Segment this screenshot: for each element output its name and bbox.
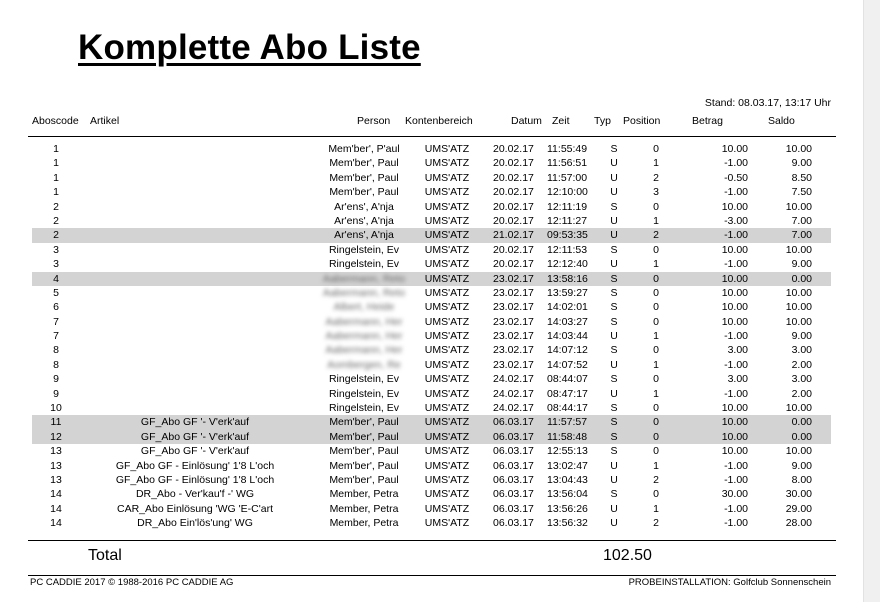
cell-person: Ringelstein, Ev — [328, 258, 400, 271]
cell-betrag: 30.00 — [721, 488, 748, 501]
cell-typ: U — [610, 186, 618, 199]
cell-datum: 20.02.17 — [493, 243, 534, 256]
table-row — [0, 315, 863, 329]
cell-aboscode: 1 — [53, 157, 59, 170]
cell-betrag: -1.00 — [724, 330, 748, 343]
cell-datum: 20.02.17 — [493, 143, 534, 155]
cell-typ: S — [610, 402, 618, 415]
cell-person: Aabermann, Her — [325, 344, 403, 357]
cell-artikel: GF_Abo GF '- V'erk'auf — [140, 445, 250, 458]
cell-artikel: DR_Abo Ein'lös'ung' WG — [137, 517, 253, 530]
cell-zeit: 11:56:51 — [547, 157, 588, 170]
col-header-datum: Datum — [511, 115, 542, 127]
table-row — [0, 214, 863, 228]
cell-aboscode: 8 — [53, 358, 59, 371]
cell-typ: U — [610, 459, 618, 472]
cell-kontenbereich: UMS'ATZ — [424, 402, 470, 415]
cell-kontenbereich: UMS'ATZ — [424, 258, 470, 271]
cell-saldo: 0.00 — [791, 430, 812, 443]
cell-aboscode: 13 — [50, 473, 62, 486]
cell-kontenbereich: UMS'ATZ — [424, 301, 470, 314]
cell-zeit: 12:10:00 — [547, 186, 588, 199]
cell-saldo: 2.00 — [791, 358, 812, 371]
cell-person: Mem'ber', Paul — [329, 186, 399, 199]
cell-position: 1 — [653, 459, 659, 472]
col-header-person: Person — [357, 115, 391, 127]
cell-position: 0 — [653, 301, 659, 314]
cell-datum: 20.02.17 — [493, 200, 534, 213]
cell-datum: 23.02.17 — [493, 272, 534, 285]
cell-zeit: 14:02:01 — [547, 301, 588, 314]
cell-person: Aombergen, Re — [327, 358, 401, 371]
cell-typ: S — [610, 344, 618, 357]
cell-kontenbereich: UMS'ATZ — [424, 430, 470, 443]
cell-datum: 23.02.17 — [493, 315, 534, 328]
footer-divider — [28, 575, 836, 576]
cell-typ: U — [610, 171, 618, 184]
cell-position: 0 — [653, 315, 659, 328]
cell-person: Mem'ber', Paul — [329, 473, 399, 486]
cell-kontenbereich: UMS'ATZ — [424, 517, 470, 530]
table-row — [0, 473, 863, 487]
cell-zeit: 12:11:27 — [547, 214, 588, 227]
cell-position: 0 — [653, 200, 659, 213]
cell-position: 0 — [653, 488, 659, 501]
cell-typ: U — [610, 330, 618, 343]
cell-kontenbereich: UMS'ATZ — [424, 358, 470, 371]
cell-typ: S — [610, 373, 618, 386]
cell-position: 2 — [653, 517, 659, 530]
cell-artikel: GF_Abo GF - Einlösung' 1'8 L'och — [115, 473, 275, 486]
table-row — [0, 343, 863, 357]
cell-kontenbereich: UMS'ATZ — [424, 502, 470, 515]
table-row — [0, 286, 863, 300]
cell-aboscode: 14 — [50, 488, 62, 501]
col-header-zeit: Zeit — [552, 115, 570, 127]
cell-aboscode: 2 — [53, 229, 59, 242]
cell-aboscode: 7 — [53, 330, 59, 343]
table-row — [0, 372, 863, 386]
cell-zeit: 13:56:26 — [547, 502, 588, 515]
cell-typ: U — [610, 473, 618, 486]
cell-betrag: 10.00 — [721, 315, 748, 328]
cell-typ: S — [610, 301, 618, 314]
cell-datum: 20.02.17 — [493, 258, 534, 271]
cell-kontenbereich: UMS'ATZ — [424, 373, 470, 386]
cell-datum: 06.03.17 — [493, 416, 534, 429]
cell-zeit: 13:04:43 — [547, 473, 588, 486]
col-header-kontenbereich: Kontenbereich — [405, 115, 473, 127]
cell-betrag: -1.00 — [724, 459, 748, 472]
cell-aboscode: 8 — [53, 344, 59, 357]
cell-saldo: 9.00 — [791, 157, 812, 170]
col-header-artikel: Artikel — [90, 115, 120, 127]
cell-saldo: 10.00 — [785, 315, 812, 328]
cell-zeit: 08:44:07 — [547, 373, 588, 386]
cell-betrag: 10.00 — [721, 200, 748, 213]
cell-zeit: 08:44:17 — [547, 402, 588, 415]
cell-person: Aabermann, Reto — [322, 286, 406, 299]
col-header-position: Position — [623, 115, 661, 127]
cell-betrag: 10.00 — [721, 445, 748, 458]
cell-betrag: -1.00 — [724, 258, 748, 271]
cell-position: 0 — [653, 430, 659, 443]
cell-saldo: 7.00 — [791, 214, 812, 227]
cell-datum: 24.02.17 — [493, 402, 534, 415]
cell-aboscode: 6 — [53, 301, 59, 314]
table-row — [0, 300, 863, 314]
cell-datum: 23.02.17 — [493, 358, 534, 371]
cell-zeit: 12:11:19 — [547, 200, 588, 213]
cell-person: Member, Petra — [329, 502, 399, 515]
cell-position: 0 — [653, 143, 659, 155]
footer-installation: PROBEINSTALLATION: Golfclub Sonnenschein — [628, 577, 831, 588]
cell-kontenbereich: UMS'ATZ — [424, 286, 470, 299]
table-row — [0, 358, 863, 372]
cell-aboscode: 2 — [53, 200, 59, 213]
cell-aboscode: 1 — [53, 143, 59, 155]
cell-betrag: -1.00 — [724, 358, 748, 371]
cell-saldo: 9.00 — [791, 330, 812, 343]
cell-kontenbereich: UMS'ATZ — [424, 344, 470, 357]
cell-position: 0 — [653, 243, 659, 256]
cell-artikel: CAR_Abo Einlösung 'WG 'E-C'art — [117, 502, 273, 515]
cell-zeit: 11:57:00 — [547, 171, 588, 184]
cell-saldo: 7.50 — [791, 186, 812, 199]
cell-zeit: 11:58:48 — [547, 430, 588, 443]
cell-artikel: GF_Abo GF - Einlösung' 1'8 L'och — [115, 459, 275, 472]
cell-kontenbereich: UMS'ATZ — [424, 186, 470, 199]
cell-saldo: 8.50 — [791, 171, 812, 184]
cell-person: Mem'ber', Paul — [329, 459, 399, 472]
cell-typ: S — [610, 243, 618, 256]
cell-betrag: 3.00 — [727, 344, 748, 357]
col-header-saldo: Saldo — [768, 115, 795, 127]
cell-kontenbereich: UMS'ATZ — [424, 243, 470, 256]
cell-typ: S — [610, 272, 618, 285]
cell-kontenbereich: UMS'ATZ — [424, 315, 470, 328]
cell-betrag: -3.00 — [724, 214, 748, 227]
cell-artikel: GF_Abo GF '- V'erk'auf — [140, 430, 250, 443]
cell-kontenbereich: UMS'ATZ — [424, 416, 470, 429]
cell-betrag: -0.50 — [724, 171, 748, 184]
cell-typ: U — [610, 214, 618, 227]
cell-datum: 24.02.17 — [493, 373, 534, 386]
cell-typ: U — [610, 387, 618, 400]
table-row — [0, 516, 863, 530]
header-divider — [28, 136, 836, 137]
cell-saldo: 9.00 — [791, 459, 812, 472]
table-row — [0, 329, 863, 343]
cell-zeit: 14:07:52 — [547, 358, 588, 371]
table-row — [0, 243, 863, 257]
cell-artikel: GF_Abo GF '- V'erk'auf — [140, 416, 250, 429]
cell-position: 1 — [653, 387, 659, 400]
cell-kontenbereich: UMS'ATZ — [424, 229, 470, 242]
cell-zeit: 11:55:49 — [547, 143, 588, 155]
cell-position: 0 — [653, 286, 659, 299]
cell-person: Aabermann, Reto — [322, 272, 406, 285]
table-row — [0, 444, 863, 458]
cell-position: 0 — [653, 344, 659, 357]
cell-aboscode: 13 — [50, 445, 62, 458]
cell-position: 3 — [653, 186, 659, 199]
cell-datum: 06.03.17 — [493, 459, 534, 472]
abo-table-body — [0, 142, 863, 531]
cell-betrag: 10.00 — [721, 286, 748, 299]
cell-person: Ar'ens', A'nja — [334, 229, 394, 242]
cell-saldo: 10.00 — [785, 243, 812, 256]
cell-person: Member, Petra — [329, 488, 399, 501]
col-header-betrag: Betrag — [692, 115, 723, 127]
total-divider — [28, 540, 836, 541]
cell-position: 1 — [653, 502, 659, 515]
cell-saldo: 10.00 — [785, 143, 812, 155]
cell-datum: 06.03.17 — [493, 473, 534, 486]
table-row — [0, 401, 863, 415]
cell-saldo: 10.00 — [785, 445, 812, 458]
report-title: Komplette Abo Liste — [78, 28, 421, 67]
cell-betrag: -1.00 — [724, 502, 748, 515]
cell-betrag: -1.00 — [724, 387, 748, 400]
cell-position: 1 — [653, 358, 659, 371]
cell-zeit: 09:53:35 — [547, 229, 588, 242]
cell-kontenbereich: UMS'ATZ — [424, 387, 470, 400]
cell-kontenbereich: UMS'ATZ — [424, 488, 470, 501]
cell-typ: U — [610, 229, 618, 242]
table-row — [0, 415, 863, 429]
cell-zeit: 12:55:13 — [547, 445, 588, 458]
cell-datum: 06.03.17 — [493, 502, 534, 515]
cell-kontenbereich: UMS'ATZ — [424, 272, 470, 285]
cell-kontenbereich: UMS'ATZ — [424, 200, 470, 213]
total-label: Total — [88, 547, 122, 564]
table-row — [0, 257, 863, 271]
cell-betrag: 10.00 — [721, 143, 748, 155]
cell-aboscode: 4 — [53, 272, 59, 285]
cell-position: 0 — [653, 402, 659, 415]
cell-person: Mem'ber', Paul — [329, 416, 399, 429]
cell-person: Mem'ber', Paul — [329, 445, 399, 458]
cell-aboscode: 1 — [53, 171, 59, 184]
cell-saldo: 0.00 — [791, 416, 812, 429]
table-row — [0, 142, 863, 156]
cell-betrag: 10.00 — [721, 430, 748, 443]
table-row — [0, 502, 863, 516]
cell-saldo: 2.00 — [791, 387, 812, 400]
cell-datum: 24.02.17 — [493, 387, 534, 400]
cell-person: Aabermann, Her — [325, 330, 403, 343]
cell-kontenbereich: UMS'ATZ — [424, 171, 470, 184]
cell-zeit: 14:07:12 — [547, 344, 588, 357]
cell-datum: 20.02.17 — [493, 214, 534, 227]
cell-typ: S — [610, 286, 618, 299]
cell-typ: U — [610, 517, 618, 530]
vertical-scrollbar[interactable] — [863, 0, 880, 602]
cell-datum: 06.03.17 — [493, 430, 534, 443]
cell-zeit: 11:57:57 — [547, 416, 588, 429]
cell-person: Albert, Heide — [333, 301, 395, 314]
cell-person: Ringelstein, Ev — [328, 402, 400, 415]
cell-datum: 20.02.17 — [493, 186, 534, 199]
cell-position: 0 — [653, 272, 659, 285]
cell-betrag: -1.00 — [724, 229, 748, 242]
cell-datum: 20.02.17 — [493, 157, 534, 170]
report-timestamp: Stand: 08.03.17, 13:17 Uhr — [704, 97, 831, 109]
footer-copyright: PC CADDIE 2017 © 1988-2016 PC CADDIE AG — [30, 577, 234, 588]
cell-datum: 23.02.17 — [493, 330, 534, 343]
cell-person: Ar'ens', A'nja — [334, 214, 394, 227]
table-row — [0, 185, 863, 199]
cell-aboscode: 5 — [53, 286, 59, 299]
cell-position: 1 — [653, 214, 659, 227]
cell-typ: U — [610, 157, 618, 170]
cell-betrag: -1.00 — [724, 186, 748, 199]
cell-typ: U — [610, 502, 618, 515]
cell-aboscode: 7 — [53, 315, 59, 328]
cell-datum: 23.02.17 — [493, 286, 534, 299]
cell-datum: 06.03.17 — [493, 488, 534, 501]
cell-saldo: 9.00 — [791, 258, 812, 271]
cell-person: Mem'ber', Paul — [329, 157, 399, 170]
cell-betrag: 10.00 — [721, 272, 748, 285]
cell-betrag: 10.00 — [721, 402, 748, 415]
cell-betrag: 10.00 — [721, 301, 748, 314]
cell-artikel: DR_Abo - Ver'kau'f -' WG — [135, 488, 255, 501]
cell-zeit: 13:59:27 — [547, 286, 588, 299]
cell-person: Ringelstein, Ev — [328, 387, 400, 400]
cell-aboscode: 11 — [50, 416, 62, 429]
cell-person: Mem'ber', P'aul — [328, 143, 400, 155]
cell-saldo: 3.00 — [791, 373, 812, 386]
col-header-typ: Typ — [594, 115, 611, 127]
cell-aboscode: 2 — [53, 214, 59, 227]
cell-aboscode: 9 — [53, 373, 59, 386]
cell-kontenbereich: UMS'ATZ — [424, 157, 470, 170]
cell-kontenbereich: UMS'ATZ — [424, 459, 470, 472]
cell-saldo: 28.00 — [785, 517, 812, 530]
cell-aboscode: 3 — [53, 258, 59, 271]
cell-position: 0 — [653, 373, 659, 386]
cell-person: Mem'ber', Paul — [329, 171, 399, 184]
cell-datum: 23.02.17 — [493, 344, 534, 357]
cell-zeit: 13:02:47 — [547, 459, 588, 472]
cell-person: Ar'ens', A'nja — [334, 200, 394, 213]
cell-aboscode: 12 — [50, 430, 62, 443]
cell-zeit: 08:47:17 — [547, 387, 588, 400]
cell-typ: S — [610, 416, 618, 429]
cell-aboscode: 14 — [50, 517, 62, 530]
cell-position: 1 — [653, 258, 659, 271]
table-row — [0, 430, 863, 444]
cell-typ: U — [610, 358, 618, 371]
cell-datum: 06.03.17 — [493, 517, 534, 530]
cell-saldo: 30.00 — [785, 488, 812, 501]
cell-zeit: 13:56:04 — [547, 488, 588, 501]
cell-aboscode: 13 — [50, 459, 62, 472]
table-row — [0, 459, 863, 473]
cell-datum: 21.02.17 — [493, 229, 534, 242]
cell-saldo: 0.00 — [791, 272, 812, 285]
cell-typ: U — [610, 258, 618, 271]
cell-typ: S — [610, 445, 618, 458]
cell-betrag: -1.00 — [724, 473, 748, 486]
cell-saldo: 8.00 — [791, 473, 812, 486]
cell-position: 1 — [653, 157, 659, 170]
cell-position: 2 — [653, 171, 659, 184]
cell-datum: 06.03.17 — [493, 445, 534, 458]
cell-datum: 23.02.17 — [493, 301, 534, 314]
cell-saldo: 7.00 — [791, 229, 812, 242]
table-row — [0, 156, 863, 170]
cell-zeit: 13:58:16 — [547, 272, 588, 285]
cell-typ: S — [610, 315, 618, 328]
cell-typ: S — [610, 430, 618, 443]
cell-datum: 20.02.17 — [493, 171, 534, 184]
cell-aboscode: 14 — [50, 502, 62, 515]
cell-saldo: 10.00 — [785, 402, 812, 415]
table-row — [0, 200, 863, 214]
table-row — [0, 228, 863, 242]
cell-zeit: 12:11:53 — [547, 243, 588, 256]
cell-saldo: 3.00 — [791, 344, 812, 357]
cell-position: 0 — [653, 416, 659, 429]
table-row — [0, 487, 863, 501]
cell-zeit: 14:03:27 — [547, 315, 588, 328]
cell-typ: S — [610, 200, 618, 213]
cell-zeit: 13:56:32 — [547, 517, 588, 530]
cell-kontenbereich: UMS'ATZ — [424, 330, 470, 343]
cell-position: 0 — [653, 445, 659, 458]
cell-person: Mem'ber', Paul — [329, 430, 399, 443]
cell-kontenbereich: UMS'ATZ — [424, 214, 470, 227]
cell-kontenbereich: UMS'ATZ — [424, 445, 470, 458]
cell-person: Aabermann, Her — [325, 315, 403, 328]
cell-person: Ringelstein, Ev — [328, 243, 400, 256]
cell-zeit: 12:12:40 — [547, 258, 588, 271]
cell-betrag: 10.00 — [721, 416, 748, 429]
cell-saldo: 10.00 — [785, 286, 812, 299]
cell-betrag: 10.00 — [721, 243, 748, 256]
cell-person: Ringelstein, Ev — [328, 373, 400, 386]
cell-betrag: -1.00 — [724, 517, 748, 530]
cell-position: 2 — [653, 473, 659, 486]
cell-zeit: 14:03:44 — [547, 330, 588, 343]
col-header-aboscode: Aboscode — [32, 115, 79, 127]
cell-betrag: -1.00 — [724, 157, 748, 170]
cell-kontenbereich: UMS'ATZ — [424, 143, 470, 155]
cell-position: 2 — [653, 229, 659, 242]
cell-saldo: 29.00 — [785, 502, 812, 515]
cell-typ: S — [610, 143, 618, 155]
total-value: 102.50 — [603, 547, 652, 564]
cell-aboscode: 9 — [53, 387, 59, 400]
cell-person: Member, Petra — [329, 517, 399, 530]
cell-saldo: 10.00 — [785, 200, 812, 213]
cell-kontenbereich: UMS'ATZ — [424, 473, 470, 486]
table-row — [0, 272, 863, 286]
cell-position: 1 — [653, 330, 659, 343]
cell-betrag: 3.00 — [727, 373, 748, 386]
cell-aboscode: 10 — [50, 402, 62, 415]
cell-aboscode: 1 — [53, 186, 59, 199]
cell-saldo: 10.00 — [785, 301, 812, 314]
cell-aboscode: 3 — [53, 243, 59, 256]
cell-typ: S — [610, 488, 618, 501]
table-row — [0, 171, 863, 185]
table-row — [0, 387, 863, 401]
